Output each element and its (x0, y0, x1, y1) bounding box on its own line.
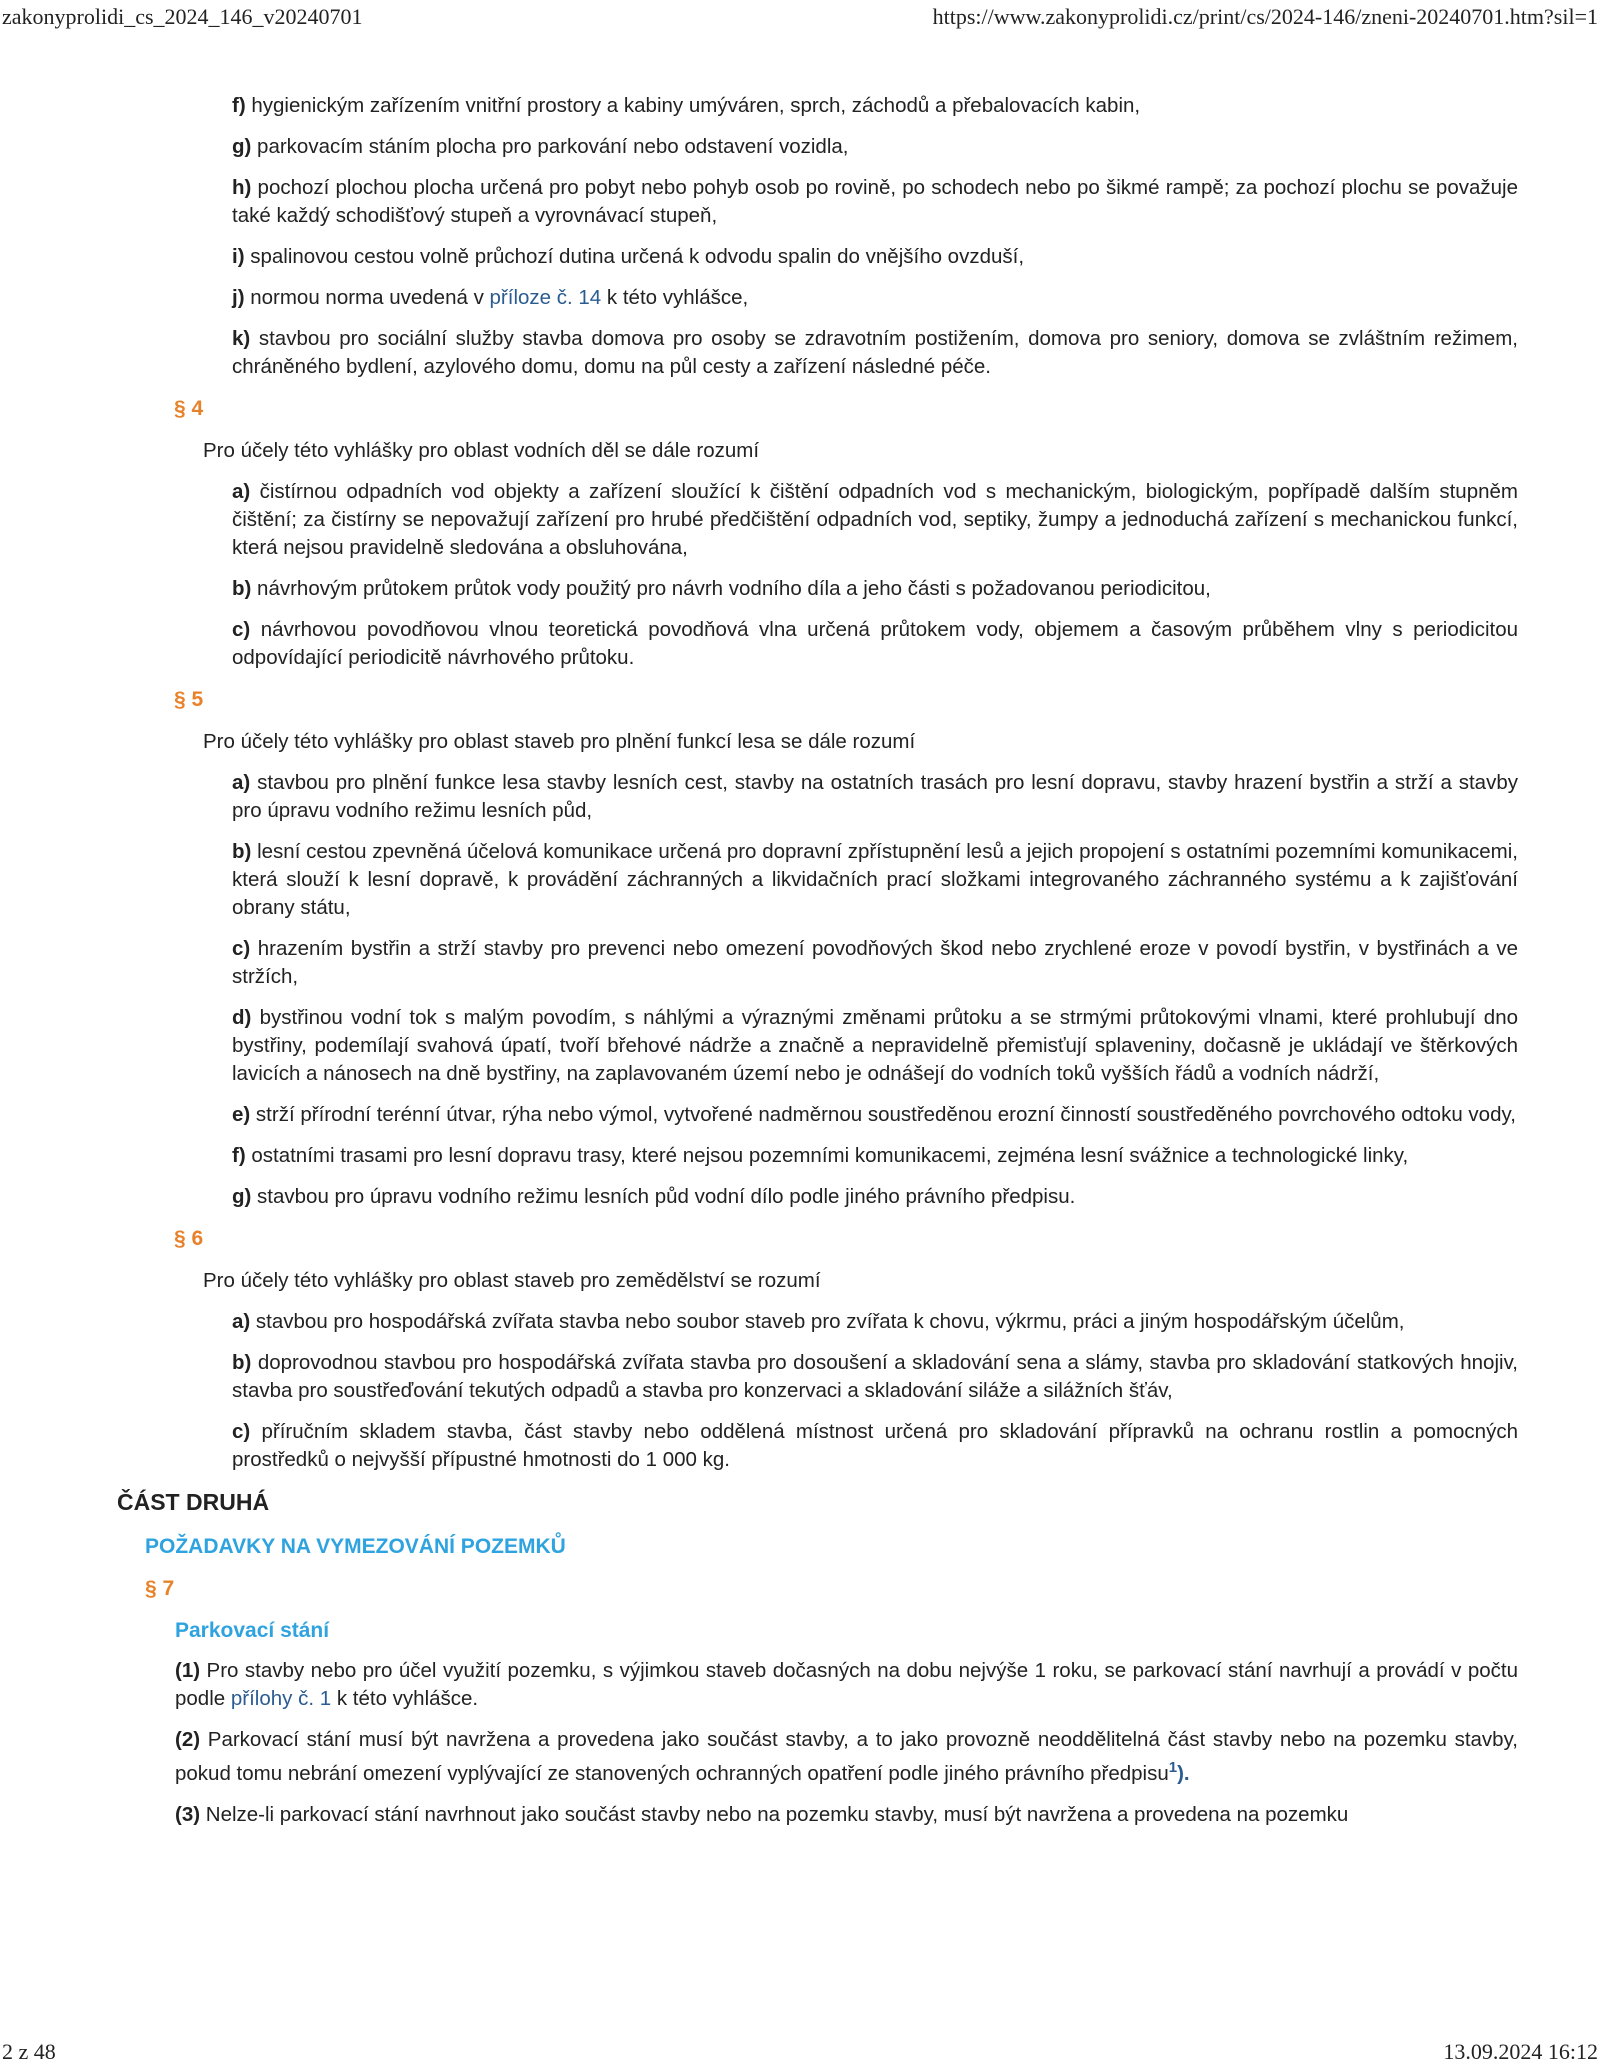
annex-1-link[interactable]: přílohy č. 1 (230, 1687, 332, 1710)
list-item: b) návrhovým průtokem průtok vody použitý pro návrh vodního díla a jeho části s požadovanou periodicitou, (232, 577, 1211, 600)
part-title: POŽADAVKY NA VYMEZOVÁNÍ POZEMKŮ (145, 1535, 566, 1558)
list-item: c) návrhovou povodňovou vlnou teoretická povodňová vlna určená průtokem vody, objemem a časovým průběhem vlny s periodicitou odpovídající periodicitě návrhového průtoku. (232, 618, 1518, 669)
list-item: b) lesní cestou zpevněná účelová komunikace určená pro dopravní zpřístupnění lesů a jejich propojení s ostatními pozemními komunikacemi, která slouží k lesní dopravě, k provádění záchranných a likvidačních prací složkami integrovaného záchranného systému a k zajišťování obrany státu, (232, 840, 1518, 919)
list-item: f) hygienickým zařízením vnitřní prostory a kabiny umýváren, sprch, záchodů a přebalovacích kabin, (232, 94, 1141, 117)
list-item: k) stavbou pro sociální služby stavba domova pro osoby se zdravotním postižením, domova pro seniory, domova se zvláštním režimem, chráněného bydlení, azylového domu, domu na půl cesty a zařízení následné péče. (232, 327, 1518, 378)
list-item: a) čistírnou odpadních vod objekty a zařízení sloužící k čištění odpadních vod s mechanickým, biologickým, popřípadě dalším stupněm čištění; za čistírny se nepovažují zařízení pro hrubé předčištění odpadních vod, septiky, žumpy a jednoduchá zařízení s mechanickou funkcí, která nejsou pravidelně sledována a obsluhována, (232, 480, 1518, 559)
list-item: h) pochozí plochou plocha určená pro pobyt nebo pohyb osob po rovině, po schodech nebo po šikmé rampě; za pochozí plochu se považuje také každý schodišťový stupeň a vyrovnávací stupeň, (232, 176, 1518, 227)
print-header-url: https://www.zakonyprolidi.cz/print/cs/2024-146/zneni-20240701.htm?sil=1 (932, 4, 1598, 29)
section-intro: Pro účely této vyhlášky pro oblast staveb pro plnění funkcí lesa se dále rozumí (203, 730, 916, 753)
paragraph: (2) Parkovací stání musí být navržena a provedena jako součást stavby, a to jako provozně neoddělitelná část stavby nebo na pozemku stavby, pokud tomu nebrání omezení vyplývající ze stanovených ochranných opatření podle jiného právního předpisu$^1$). (175, 1728, 1518, 1785)
list-item: j) normou norma uvedená v příloze č. 14 k této vyhlášce, (232, 286, 749, 309)
section-heading-5[interactable]: § 5 (174, 688, 204, 711)
footnote-ref-link[interactable]: 1 (1168, 1759, 1178, 1776)
section-heading-4[interactable]: § 4 (174, 397, 204, 420)
annex-14-link[interactable]: příloze č. 14 (489, 286, 602, 309)
section-heading-7[interactable]: § 7 (145, 1577, 175, 1600)
list-item: g) parkovacím stáním plocha pro parkování nebo odstavení vozidla, (232, 135, 849, 158)
section-intro: Pro účely této vyhlášky pro oblast vodních děl se dále rozumí (203, 439, 760, 462)
list-item: g) stavbou pro úpravu vodního režimu lesních půd vodní dílo podle jiného právního předpisu. (232, 1185, 1076, 1208)
list-item: a) stavbou pro hospodářská zvířata stavba nebo soubor staveb pro zvířata k chovu, výkrmu, práci a jiným hospodářským účelům, (232, 1310, 1405, 1333)
list-item: a) stavbou pro plnění funkce lesa stavby lesních cest, stavby na ostatních trasách pro lesní dopravu, stavby hrazení bystřin a strží a stavby pro úpravu vodního režimu lesních půd, (232, 771, 1518, 822)
section-subtitle: Parkovací stání (175, 1619, 330, 1642)
page-counter: 2 z 48 (2, 2039, 56, 2064)
print-header-source-id: zakonyprolidi_cs_2024_146_v20240701 (2, 4, 363, 29)
list-item: f) ostatními trasami pro lesní dopravu trasy, které nejsou pozemními komunikacemi, zejména lesní svážnice a technologické linky, (232, 1144, 1409, 1167)
part-heading: ČÁST DRUHÁ (117, 1489, 270, 1515)
paragraph: (1) Pro stavby nebo pro účel využití pozemku, s výjimkou staveb dočasných na dobu nejvýše 1 roku, se parkovací stání navrhují a provádí v počtu podle přílohy č. 1 k této vyhlášce. (175, 1659, 1518, 1710)
list-item: e) strží přírodní terénní útvar, rýha nebo výmol, vytvořené nadměrnou soustředěnou erozní činností soustředěného povrchového odtoku vody, (232, 1103, 1516, 1126)
list-item: c) hrazením bystřin a strží stavby pro prevenci nebo omezení povodňových škod nebo zrychlené eroze v povodí bystřin, v bystřinách a ve stržích, (232, 937, 1518, 988)
section-heading-6[interactable]: § 6 (174, 1227, 204, 1250)
list-item: b) doprovodnou stavbou pro hospodářská zvířata stavba pro dosoušení a skladování sena a slámy, stavba pro skladování statkových hnojiv, stavba pro soustřeďování tekutých odpadů a stavba pro konzervaci a skladování siláže a silážních šťáv, (232, 1351, 1518, 1402)
document-body (0, 92, 1600, 1842)
list-item: d) bystřinou vodní tok s malým povodím, s náhlými a výraznými změnami průtoku a se strmými průtokovými vlnami, které prohlubují dno bystřiny, podemílají svahová úpatí, tvoří břehové nádrže a značně a nepravidelně přemisťují splaveniny, dočasně je ukládají ve štěrkových lavicích a nánosech na dně bystřiny, na zaplavovaném území nebo je odnášejí do vodních toků vyšších řádů a vodních nádrží, (232, 1006, 1518, 1085)
list-item: i) spalinovou cestou volně průchozí dutina určená k odvodu spalin do vnějšího ovzduší, (232, 245, 1025, 268)
paragraph: (3) Nelze-li parkovací stání navrhnout jako součást stavby nebo na pozemku stavby, musí být navržena a provedena na pozemku (175, 1802, 1349, 1826)
print-timestamp: 13.09.2024 16:12 (1443, 2039, 1598, 2064)
list-item: c) příručním skladem stavba, část stavby nebo oddělená místnost určená pro skladování přípravků na ochranu rostlin a pomocných prostředků o nejvyšší přípustné hmotnosti do 1 000 kg. (232, 1420, 1518, 1471)
section-intro: Pro účely této vyhlášky pro oblast staveb pro zemědělství se rozumí (203, 1269, 821, 1292)
